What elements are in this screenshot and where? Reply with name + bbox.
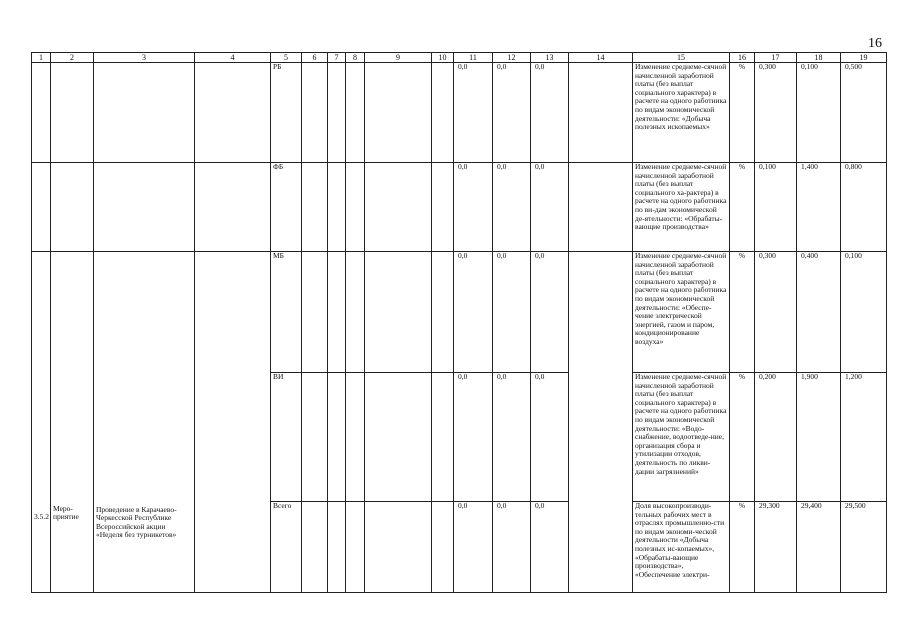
cell-unit: % bbox=[730, 163, 755, 252]
col-header: 3 bbox=[94, 53, 195, 63]
col-header: 10 bbox=[432, 53, 454, 63]
col-header: 18 bbox=[797, 53, 841, 63]
cell-value: 0,100 bbox=[755, 163, 797, 252]
cell-source: ФБ bbox=[271, 163, 302, 252]
cell-source: РБ bbox=[271, 63, 302, 163]
table-row bbox=[32, 163, 887, 252]
cell-type bbox=[51, 63, 94, 163]
col-header: 9 bbox=[365, 53, 432, 63]
cell-value: 0,0 bbox=[454, 63, 493, 163]
cell-unit: % bbox=[730, 63, 755, 163]
cell-value: 0,0 bbox=[454, 373, 493, 502]
col-header: 6 bbox=[302, 53, 328, 63]
cell-unit: % bbox=[730, 502, 755, 593]
cell-source: ВИ bbox=[271, 373, 302, 502]
cell-value: 0,0 bbox=[531, 163, 569, 252]
page-number: 16 bbox=[868, 36, 882, 51]
cell-value: 0,0 bbox=[454, 502, 493, 593]
col-header: 19 bbox=[841, 53, 887, 63]
cell-value: 0,100 bbox=[841, 252, 887, 373]
cell-source: Всего bbox=[271, 502, 302, 593]
col-header: 13 bbox=[531, 53, 569, 63]
column-header-row bbox=[32, 53, 887, 63]
cell-value: 0,0 bbox=[454, 163, 493, 252]
cell-value: 0,0 bbox=[493, 63, 531, 163]
cell-type: Меро-приятие bbox=[51, 252, 94, 593]
col-header: 15 bbox=[633, 53, 730, 63]
cell-value: 0,0 bbox=[493, 163, 531, 252]
table-row bbox=[32, 63, 887, 163]
cell-value: 0,300 bbox=[755, 63, 797, 163]
cell-value: 0,0 bbox=[531, 252, 569, 373]
cell-indicator: Изменение среднеме-сячной начисленной заработной платы (без выплат социального характера) в расчете на одного работника по видам экономической деятельности: «Добыча полезных ископаемых» bbox=[633, 63, 730, 163]
cell-value: 0,0 bbox=[531, 63, 569, 163]
cell-value: 0,200 bbox=[755, 373, 797, 502]
cell-code: 3.5.2 bbox=[32, 252, 51, 593]
cell-value: 0,500 bbox=[841, 63, 887, 163]
program-table bbox=[31, 52, 887, 593]
cell-unit: % bbox=[730, 373, 755, 502]
cell-unit: % bbox=[730, 252, 755, 373]
cell-value: 0,0 bbox=[493, 373, 531, 502]
cell-value: 0,100 bbox=[797, 63, 841, 163]
cell-source: МБ bbox=[271, 252, 302, 373]
cell-indicator: Изменение среднеме-сячной начисленной заработной платы (без выплат социального характера) в расчете на одного работника по видам экономической деятельности: «Водо-снабжение, водоотведе-ние, организация сбора и утилизации отходов, деятельность по ликви-дации загрязнений» bbox=[633, 373, 730, 502]
cell-value: 1,400 bbox=[797, 163, 841, 252]
cell-code bbox=[32, 63, 51, 163]
cell-indicator: Доля высокопроизводи-тельных рабочих мест в отраслях промышленно-сти по видам экономи-ческой деятельности «Добыча полезных ис-копаемых», «Обрабаты-вающие производства», «Обеспечение электри- bbox=[633, 502, 730, 593]
cell-value: 1,900 bbox=[797, 373, 841, 502]
col-header: 5 bbox=[271, 53, 302, 63]
cell-value: 0,0 bbox=[531, 373, 569, 502]
col-header: 1 bbox=[32, 53, 51, 63]
cell-value: 0,0 bbox=[454, 252, 493, 373]
col-header: 17 bbox=[755, 53, 797, 63]
cell-name bbox=[94, 63, 195, 163]
cell-value: 29,400 bbox=[797, 502, 841, 593]
cell-value: 0,800 bbox=[841, 163, 887, 252]
cell-indicator: Изменение среднеме-сячной начисленной заработной платы (без выплат социального характера) в расчете на одного работника по видам экономической деятельности: «Обеспе-чение электрической энергией, газом и паром, кондиционирование воздуха» bbox=[633, 252, 730, 373]
cell-value: 0,0 bbox=[493, 252, 531, 373]
col-header: 7 bbox=[328, 53, 346, 63]
col-header: 8 bbox=[346, 53, 365, 63]
col-header: 2 bbox=[51, 53, 94, 63]
cell-indicator: Изменение среднеме-сячной начисленной заработной платы (без выплат социального ха-рактера) в расчете на одного работника по ви-дам экономической де-ятельности: «Обрабаты-вающие производства» bbox=[633, 163, 730, 252]
cell-col4 bbox=[195, 252, 271, 593]
table-row bbox=[32, 252, 887, 373]
cell-value: 29,500 bbox=[841, 502, 887, 593]
cell-value: 1,200 bbox=[841, 373, 887, 502]
cell-value: 29,300 bbox=[755, 502, 797, 593]
cell-value: 0,300 bbox=[755, 252, 797, 373]
cell-col4 bbox=[195, 63, 271, 163]
col-header: 16 bbox=[730, 53, 755, 63]
cell-value: 0,0 bbox=[493, 502, 531, 593]
col-header: 14 bbox=[569, 53, 633, 63]
col-header: 4 bbox=[195, 53, 271, 63]
cell-value: 0,400 bbox=[797, 252, 841, 373]
cell-name: Проведение в Карачаево-Черкесской Республике Всероссийской акции «Неделя без турникетов» bbox=[94, 252, 195, 593]
col-header: 11 bbox=[454, 53, 493, 63]
col-header: 12 bbox=[493, 53, 531, 63]
cell-value: 0,0 bbox=[531, 502, 569, 593]
